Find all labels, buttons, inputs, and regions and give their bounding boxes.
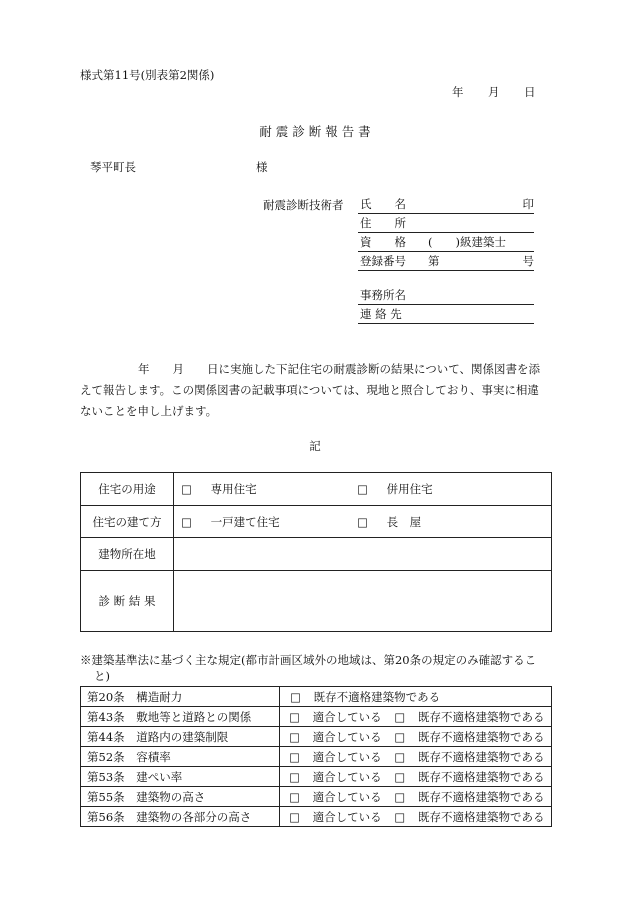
checkbox-icon[interactable]: □	[289, 749, 300, 764]
checkbox-icon[interactable]: □	[357, 515, 368, 529]
engineer-registration-field	[358, 252, 534, 271]
body-paragraph	[80, 359, 552, 422]
date-day: 日	[524, 85, 536, 99]
regulation-row	[81, 787, 552, 807]
compliant-label: 適合している	[312, 709, 382, 724]
article-number: 第52条	[87, 749, 125, 764]
compliant-label: 適合している	[312, 809, 382, 824]
date-month: 月	[488, 85, 500, 99]
style-option-2-label: 長 屋	[386, 515, 422, 529]
engineer-office-field	[358, 286, 534, 305]
page-title: 耐 震 診 断 報 告 書	[259, 124, 371, 139]
house-style-row	[81, 506, 552, 538]
house-use-options	[174, 473, 552, 506]
article-name: 建築物の高さ	[136, 789, 206, 804]
engineer-name-field	[358, 195, 534, 214]
engineer-qualification-label: 資 格	[360, 235, 406, 249]
house-style-options	[174, 506, 552, 538]
article-number: 第43条	[87, 709, 125, 724]
nonconforming-label: 既存不適格建築物である	[417, 709, 545, 724]
body-line-2: えて報告します。この関係図書の記載事項については、現地と照合しており、事実に相違	[80, 383, 539, 397]
article-name: 道路内の建築制限	[136, 729, 229, 744]
location-row	[81, 538, 552, 571]
article-number: 第20条	[87, 689, 125, 704]
style-option-1[interactable]	[180, 514, 280, 530]
engineer-label: 耐震診断技術者	[263, 198, 344, 212]
regulation-article	[81, 747, 280, 767]
date-year: 年	[452, 85, 464, 99]
checkbox-icon[interactable]: □	[394, 809, 406, 824]
regulation-options	[280, 747, 552, 767]
regulation-options	[280, 787, 552, 807]
checkbox-icon[interactable]: □	[181, 515, 192, 529]
checkbox-icon[interactable]: □	[289, 769, 300, 784]
regulation-note-line-1: ※建築基準法に基づく主な規定(都市計画区域外の地域は、第20条の規定のみ確認するこ	[80, 653, 537, 667]
house-info-table	[80, 472, 552, 632]
nonconforming-label: 既存不適格建築物である	[417, 809, 545, 824]
article-number: 第44条	[87, 729, 125, 744]
body-line-3: ないことを申し上げます。	[80, 404, 218, 418]
regulation-article	[81, 707, 280, 727]
location-value[interactable]	[174, 538, 552, 571]
checkbox-icon[interactable]: □	[394, 789, 406, 804]
use-option-2-label: 併用住宅	[386, 482, 433, 496]
compliant-label: 適合している	[312, 749, 382, 764]
engineer-contact-field	[358, 305, 534, 324]
house-style-label: 住宅の建て方	[81, 506, 174, 538]
article-name: 建築物の各部分の高さ	[136, 809, 252, 824]
use-option-1[interactable]	[180, 481, 257, 497]
use-option-2[interactable]	[356, 481, 433, 497]
addressee-honorific: 様	[256, 160, 268, 174]
regulation-row	[81, 727, 552, 747]
checkbox-icon[interactable]: □	[290, 689, 301, 704]
checkbox-icon[interactable]: □	[289, 709, 300, 724]
article-number: 第55条	[87, 789, 125, 804]
regulation-article	[81, 807, 280, 827]
use-option-1-label: 専用住宅	[210, 482, 257, 496]
registration-suffix: 号	[522, 254, 534, 268]
engineer-office-label: 事務所名	[360, 288, 406, 302]
checkbox-icon[interactable]: □	[394, 769, 406, 784]
style-option-1-label: 一戸建て住宅	[210, 515, 280, 529]
qualification-grade: ( )級建築士	[428, 235, 506, 249]
regulation-row	[81, 807, 552, 827]
regulation-article	[81, 787, 280, 807]
regulation-row	[81, 747, 552, 767]
regulation-row	[81, 707, 552, 727]
checkbox-icon[interactable]: □	[289, 809, 300, 824]
regulation-options	[280, 707, 552, 727]
checkbox-icon[interactable]: □	[394, 709, 406, 724]
registration-prefix: 第	[428, 254, 440, 268]
article-number: 第56条	[87, 809, 125, 824]
style-option-2[interactable]	[356, 514, 421, 530]
engineer-qualification-field	[358, 233, 534, 252]
article-number: 第53条	[87, 769, 125, 784]
regulation-row	[81, 767, 552, 787]
checkbox-icon[interactable]: □	[289, 789, 300, 804]
house-use-row	[81, 473, 552, 506]
regulation-article	[81, 767, 280, 787]
engineer-registration-label: 登録番号	[360, 254, 406, 268]
compliant-label: 適合している	[312, 789, 382, 804]
regulation-options	[280, 807, 552, 827]
compliant-label: 適合している	[312, 769, 382, 784]
article-name: 敷地等と道路との関係	[136, 709, 252, 724]
regulation-note-line-2: と)	[94, 669, 110, 683]
engineer-name-label: 氏 名	[360, 197, 406, 211]
result-value[interactable]	[174, 571, 552, 632]
result-label: 診 断 結 果	[81, 571, 174, 632]
checkbox-icon[interactable]: □	[181, 482, 192, 496]
checkbox-icon[interactable]: □	[394, 729, 406, 744]
nonconforming-label: 既存不適格建築物である	[417, 729, 545, 744]
nonconforming-label: 既存不適格建築物である	[417, 789, 545, 804]
engineer-address-label: 住 所	[360, 216, 406, 230]
article-name: 建ぺい率	[136, 769, 183, 784]
regulation-article	[81, 727, 280, 747]
house-use-label: 住宅の用途	[81, 473, 174, 506]
addressee-name: 琴平町長	[90, 160, 136, 174]
regulation-article	[81, 687, 280, 707]
nonconforming-label: 既存不適格建築物である	[313, 689, 441, 704]
engineer-address-field	[358, 214, 534, 233]
ki-heading: 記	[309, 439, 321, 453]
article-name: 容積率	[136, 749, 171, 764]
regulation-options	[280, 687, 552, 707]
engineer-contact-label: 連 絡 先	[360, 307, 402, 321]
checkbox-icon[interactable]: □	[357, 482, 368, 496]
location-label: 建物所在地	[81, 538, 174, 571]
result-row	[81, 571, 552, 632]
compliant-label: 適合している	[312, 729, 382, 744]
regulation-row	[81, 687, 552, 707]
nonconforming-label: 既存不適格建築物である	[417, 749, 545, 764]
article-name: 構造耐力	[136, 689, 183, 704]
regulation-options	[280, 767, 552, 787]
regulation-table	[80, 686, 552, 827]
nonconforming-label: 既存不適格建築物である	[417, 769, 545, 784]
checkbox-icon[interactable]: □	[289, 729, 300, 744]
checkbox-icon[interactable]: □	[394, 749, 406, 764]
body-line-1: 年 月 日に実施した下記住宅の耐震診断の結果について、関係図書を添	[138, 362, 541, 376]
regulation-options	[280, 727, 552, 747]
form-number: 様式第11号(別表第2関係)	[80, 68, 215, 82]
seal-mark: 印	[522, 197, 534, 211]
